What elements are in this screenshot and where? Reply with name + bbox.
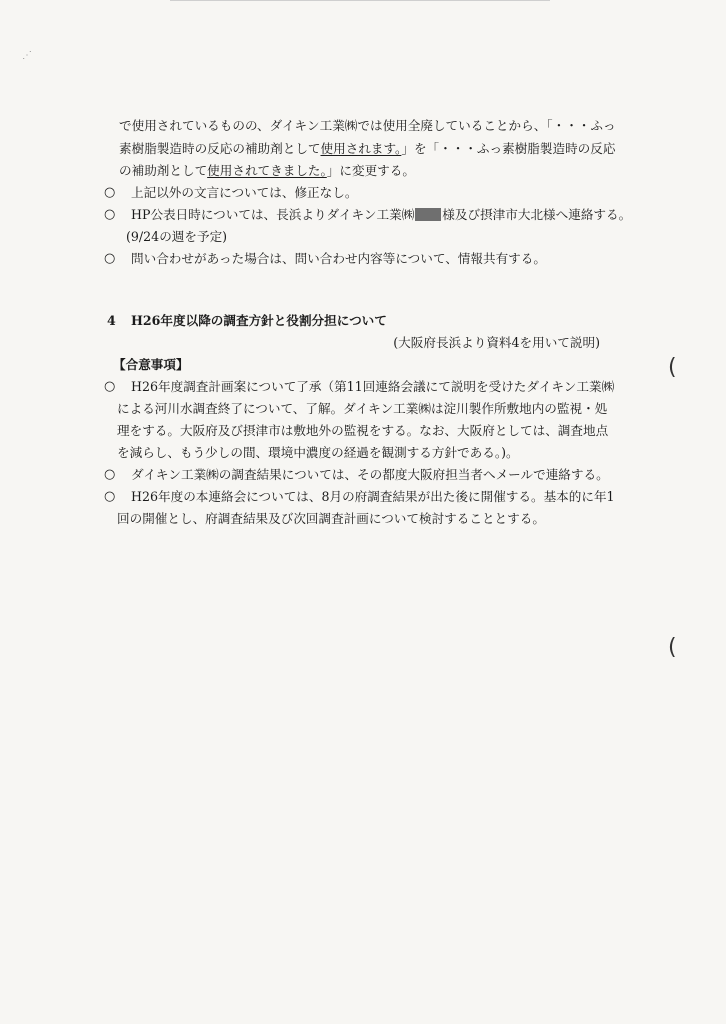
bullet-text-1: 上記以外の文言については、修正なし。 xyxy=(131,185,358,200)
paragraph-line-2: 素樹脂製造時の反応の補助剤として使用されます。」を「・・・ふっ素樹脂製造時の反応 xyxy=(119,141,616,156)
redaction-block xyxy=(415,208,441,221)
bullet-circle: ○ xyxy=(104,185,116,200)
scan-speck: ⋰ xyxy=(22,50,32,61)
binder-hole-mark: ( xyxy=(668,355,677,380)
binder-hole-mark: ( xyxy=(668,635,677,660)
bullet-note: (9/24の週を予定) xyxy=(126,229,228,244)
paragraph-line-3: の補助剤として使用されてきました。」に変更する。 xyxy=(119,163,415,178)
agreement-item-3-line-1: H26年度の本連絡会については、8月の府調査結果が出た後に開催する。基本的に年1 xyxy=(131,489,615,504)
bullet-text-3: 問い合わせがあった場合は、問い合わせ内容等について、情報共有する。 xyxy=(131,251,546,266)
bullet-text-2: HP公表日時については、長浜よりダイキン工業㈱ 様及び摂津市大北様へ連絡する。 xyxy=(131,207,632,222)
agreement-item-2-line-1: ダイキン工業㈱の調査結果については、その都度大阪府担当者へメールで連絡する。 xyxy=(131,467,609,482)
bullet-circle: ○ xyxy=(104,467,116,482)
agreement-item-1-line-1: H26年度調査計画案について了承（第11回連絡会議にて説明を受けたダイキン工業㈱ xyxy=(131,379,615,394)
agreement-item-1-line-2: による河川水調査終了について、了解。ダイキン工業㈱は淀川製作所敷地内の監視・処 xyxy=(117,401,608,416)
bullet-circle: ○ xyxy=(104,207,116,222)
agreement-item-1-line-3: 理をする。大阪府及び摂津市は敷地外の監視をする。なお、大阪府としては、調査地点 xyxy=(117,423,609,438)
presenter-note: (大阪府長浜より資料4を用いて説明) xyxy=(393,335,600,350)
agreement-item-3-line-2: 回の開催とし、府調査結果及び次回調査計画について検討することとする。 xyxy=(117,511,545,526)
paragraph-line-1: で使用されているものの、ダイキン工業㈱では使用全廃していることから、「・・・ふっ xyxy=(119,118,616,133)
bullet-circle: ○ xyxy=(104,489,116,504)
agreement-label: 【合意事項】 xyxy=(113,357,189,372)
agreement-item-1-line-4: を減らし、もう少しの間、環境中濃度の経過を観測する方針である。)。 xyxy=(117,445,519,460)
section-number: 4 xyxy=(107,313,116,328)
section-title: H26年度以降の調査方針と役割分担について xyxy=(131,313,387,328)
scan-edge-line xyxy=(170,0,550,1)
bullet-circle: ○ xyxy=(104,251,116,266)
bullet-circle: ○ xyxy=(104,379,116,394)
